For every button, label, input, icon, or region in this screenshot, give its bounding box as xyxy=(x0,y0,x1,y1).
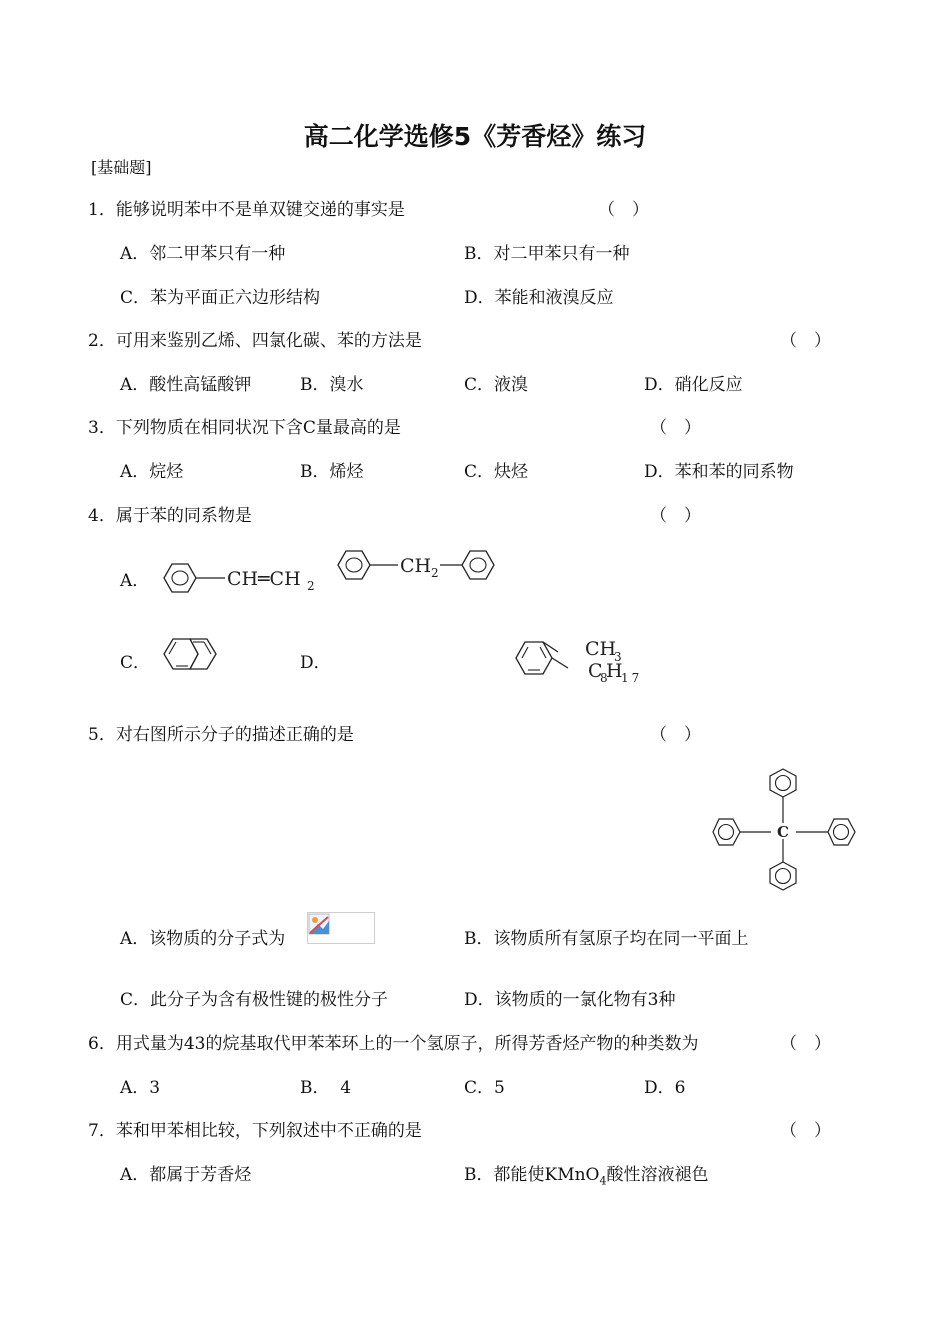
question-5-option-b: B．该物质所有氢原子均在同一平面上 xyxy=(464,929,749,949)
question-7-option-a: A．都属于芳香烃 xyxy=(120,1165,252,1185)
question-2-option-c: C．液溴 xyxy=(464,375,529,395)
alkylbenzene-ch-subscript: 3 xyxy=(614,650,622,664)
question-4-answer-paren: （ ） xyxy=(650,506,701,526)
styrene-formula: CH═CH xyxy=(227,568,301,590)
tetraphenylmethane-center-carbon: C xyxy=(777,823,789,841)
alkylbenzene-h: H xyxy=(606,660,623,682)
page-title: 高二化学选修5《芳香烃》练习 xyxy=(303,122,647,151)
question-3-option-c: C．炔烃 xyxy=(464,462,529,482)
question-3-option-a: A．烷烃 xyxy=(120,462,184,482)
diphenylmethane-ch: CH xyxy=(400,555,432,577)
question-2-option-d: D．硝化反应 xyxy=(644,375,743,395)
question-7-answer-paren: （ ） xyxy=(780,1121,831,1141)
question-4-option-a: A． xyxy=(120,571,150,591)
question-6-option-c: C．5 xyxy=(464,1078,505,1098)
question-5-stem: 5．对右图所示分子的描述正确的是 xyxy=(88,725,354,745)
question-3-option-d: D．苯和苯的同系物 xyxy=(644,462,794,482)
question-6-option-d: D．6 xyxy=(644,1078,686,1098)
question-7-option-b-prefix: B．都能使KMnO xyxy=(464,1165,600,1185)
alkylbenzene-c: C xyxy=(588,660,603,682)
question-1-option-a: A．邻二甲苯只有一种 xyxy=(120,244,286,264)
question-4-option-c: C． xyxy=(120,653,151,673)
question-1-answer-paren: （ ） xyxy=(598,200,649,220)
question-2-stem: 2．可用来鉴别乙烯、四氯化碳、苯的方法是 xyxy=(88,331,422,351)
question-2-answer-paren: （ ） xyxy=(780,331,831,351)
question-2-option-a: A．酸性高锰酸钾 xyxy=(120,375,252,395)
question-6-option-b: B． 4 xyxy=(300,1078,352,1098)
question-6-option-a: A．3 xyxy=(120,1078,161,1098)
styrene-structure xyxy=(155,555,325,601)
alkylbenzene-structure xyxy=(510,630,660,686)
question-1-option-c: C．苯为平面正六边形结构 xyxy=(120,288,321,308)
question-7-option-b-subscript: 4 xyxy=(599,1174,607,1188)
alkylbenzene-c-subscript: 8 xyxy=(600,671,608,685)
question-1-option-d: D．苯能和液溴反应 xyxy=(464,288,614,308)
question-4-stem: 4．属于苯的同系物是 xyxy=(88,506,252,526)
question-7-stem: 7．苯和甲苯相比较，下列叙述中不正确的是 xyxy=(88,1121,422,1141)
question-3-answer-paren: （ ） xyxy=(650,418,701,438)
styrene-subscript: 2 xyxy=(307,579,315,593)
question-1-option-b: B．对二甲苯只有一种 xyxy=(464,244,630,264)
diphenylmethane-subscript: 2 xyxy=(431,566,439,580)
question-6-stem: 6．用式量为43的烷基取代甲苯苯环上的一个氢原子，所得芳香烃产物的种类数为 xyxy=(88,1034,699,1054)
diphenylmethane-structure xyxy=(330,543,510,587)
question-5-option-a: A．该物质的分子式为 xyxy=(120,929,286,949)
question-4-option-d: D． xyxy=(300,653,331,673)
question-6-answer-paren: （ ） xyxy=(780,1034,831,1054)
question-5-option-d: D．该物质的一氯化物有3种 xyxy=(464,990,676,1010)
broken-image-icon xyxy=(308,913,330,935)
alkylbenzene-h-subscript: 17 xyxy=(621,671,643,685)
tetraphenylmethane-structure xyxy=(705,765,865,895)
question-1-stem: 1．能够说明苯中不是单双键交递的事实是 xyxy=(88,200,405,220)
question-5-option-c: C．此分子为含有极性键的极性分子 xyxy=(120,990,389,1010)
naphthalene-structure xyxy=(160,628,232,680)
question-7-option-b-suffix: 酸性溶液褪色 xyxy=(606,1165,709,1185)
question-5-answer-paren: （ ） xyxy=(650,725,701,745)
section-label: [基础题] xyxy=(91,158,152,177)
question-3-option-b: B．烯烃 xyxy=(300,462,364,482)
alkylbenzene-ch: CH xyxy=(585,638,617,660)
question-2-option-b: B．溴水 xyxy=(300,375,364,395)
broken-image-placeholder xyxy=(307,912,375,944)
question-3-stem: 3．下列物质在相同状况下含C量最高的是 xyxy=(88,418,401,438)
question-7-option-b xyxy=(464,1164,709,1192)
